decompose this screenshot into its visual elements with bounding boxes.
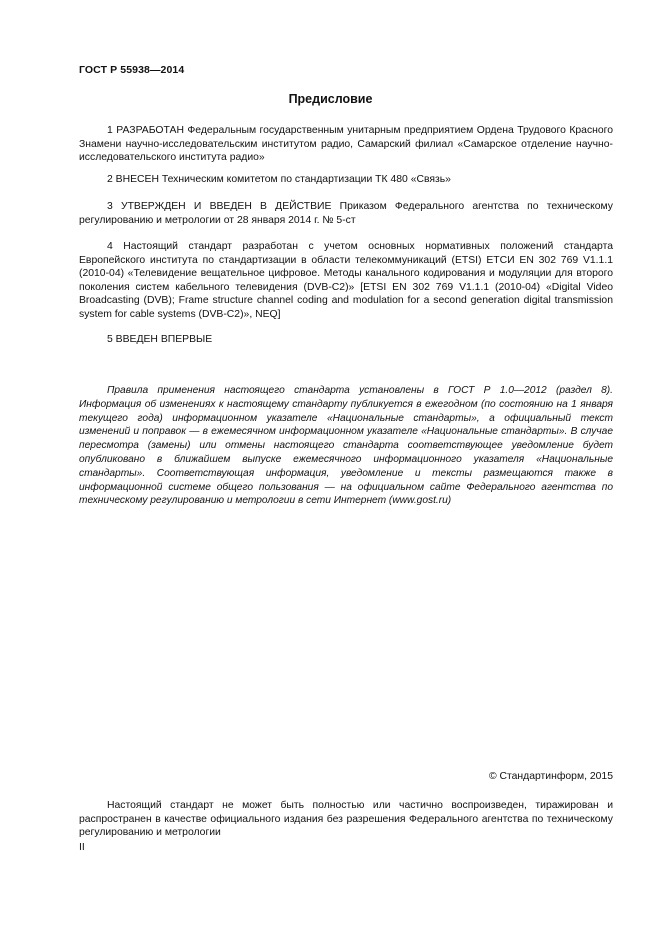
rules-note: Правила применения настоящего стандарта установлены в ГОСТ Р 1.0—2012 (раздел 8). Информация об изменениях к настоящему стандарту публикуется в ежегодном (по состоянию на 1 января текущего года) информационном указателе «Национальные стандарты», а официальный текст изменений и поправок — в ежемесячном информационном указателе «Национальные стандарты». В случае пересмотра (замены) или отмены настоящего стандарта соответствующее уведомление будет опубликовано в ближайшем выпуске ежемесячного информационного указателя «Национальные стандарты». Соответствующая информация, уведомление и тексты размещаются также в информационной системе общего пользования — на официальном сайте Федерального агентства по техническому регулированию и метрологии в сети Интернет (www.gost.ru): [79, 385, 613, 507]
standard-code: ГОСТ Р 55938—2014: [79, 64, 185, 76]
paragraph-first-introduced: 5 ВВЕДЕН ВПЕРВЫЕ: [107, 334, 213, 345]
paragraph-approved: 3 УТВЕРЖДЕН И ВВЕДЕН В ДЕЙСТВИЕ Приказом Федерального агентства по техническому регулированию и метрологии от 28 января 2014 г. № 5-ст: [79, 201, 613, 226]
copyright: © Стандартинформ, 2015: [488, 771, 613, 782]
reproduction-notice: Настоящий стандарт не может быть полностью или частично воспроизведен, тиражирован и распространен в качестве официального издания без разрешения Федерального агентства по техническому регулированию и метрологии: [79, 800, 613, 839]
paragraph-basis: 4 Настоящий стандарт разработан с учетом основных нормативных положений стандарта Европейского института по стандартизации в области телекоммуникаций (ETSI) ЕТСИ EN 302 769 V1.1.1 (2010-04) «Телевидение вещательное цифровое. Методы канального кодирования и модуляции для второго поколения систем кабельного телевидения (DVB-C2)» [ETSI EN 302 769 V1.1.1 (2010-04) «Digital Video Broadcasting (DVB); Frame structure channel coding and modulation for a second generation digital transmission system for cable systems (DVB-C2)», NEQ]: [79, 241, 613, 320]
paragraph-developed: 1 РАЗРАБОТАН Федеральным государственным унитарным предприятием Ордена Трудового Красного Знамени научно-исследовательским институтом радио, Самарский филиал «Самарское отделение научно-исследовательского института радио»: [79, 125, 613, 164]
page-number: II: [79, 842, 85, 853]
page-title: Предисловие: [288, 92, 373, 106]
paragraph-submitted: 2 ВНЕСЕН Техническим комитетом по стандартизации ТК 480 «Связь»: [107, 174, 451, 185]
